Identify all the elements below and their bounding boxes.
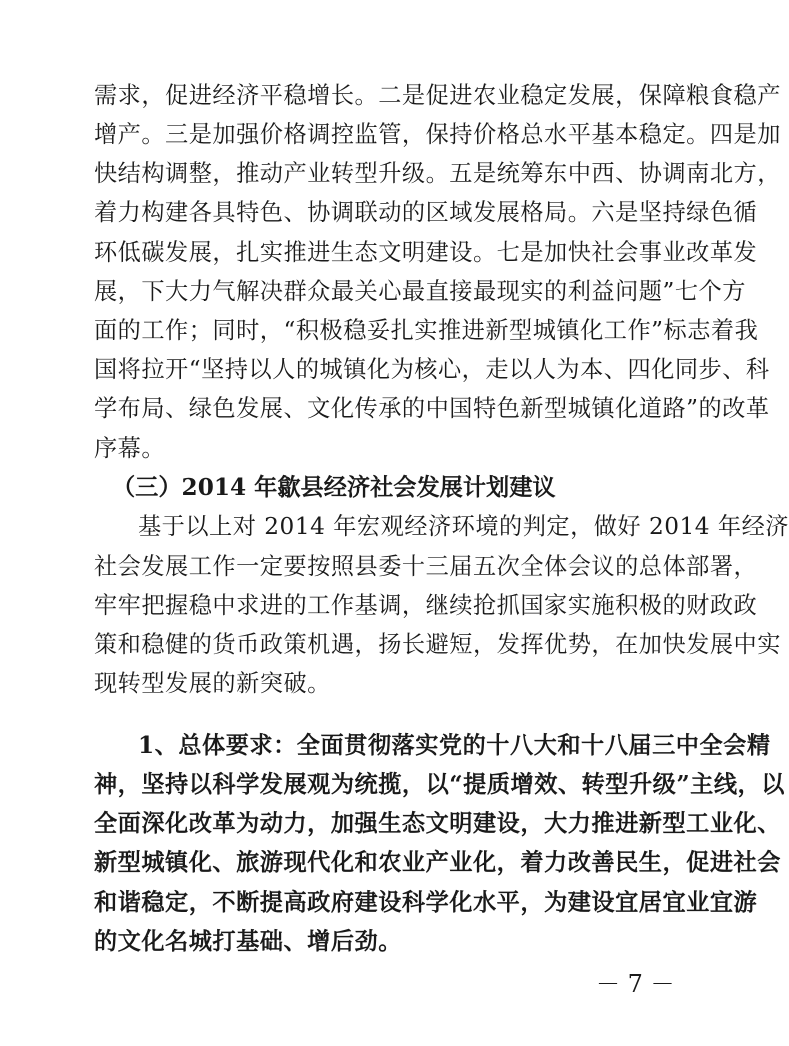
body-text-line: 牢牢把握稳中求进的工作基调，继续抢抓国家实施积极的财政政 (94, 592, 758, 619)
body-text-line: 需求，促进经济平稳增长。二是促进农业稳定发展，保障粮食稳产 (94, 82, 781, 109)
body-text-line: 序幕。 (94, 435, 166, 462)
body-text-line-bold: 的文化名城打基础、增后劲。 (94, 928, 402, 955)
body-text-line: 国将拉开“坚持以人的城镇化为核心，走以人为本、四化同步、科 (94, 356, 770, 383)
body-text-line: 着力构建各具特色、协调联动的区域发展格局。六是坚持绿色循 (94, 199, 758, 226)
body-text-line: 学布局、绿色发展、文化传承的中国特色新型城镇化道路”的改革 (94, 395, 770, 422)
body-text-line-bold: 和谐稳定，不断提高政府建设科学化水平，为建设宜居宜业宜游 (94, 889, 758, 916)
body-text-line: 快结构调整，推动产业转型升级。五是统筹东中西、协调南北方， (94, 160, 781, 187)
body-text-line-bold: 全面深化改革为动力，加强生态文明建设，大力推进新型工业化、 (94, 810, 781, 837)
body-text-line: 现转型发展的新突破。 (94, 670, 331, 697)
body-text-line: 展，下大力气解决群众最关心最直接最现实的利益问题”七个方 (94, 278, 746, 305)
body-text-line-bold: 新型城镇化、旅游现代化和农业产业化，着力改善民生，促进社会 (94, 849, 781, 876)
body-text-line: 增产。三是加强价格调控监管，保持价格总水平基本稳定。四是加 (94, 121, 781, 148)
section-heading: （三）2014 年歙县经济社会发展计划建议 (112, 474, 556, 501)
body-text-line: 基于以上对 2014 年宏观经济环境的判定，做好 2014 年经济 (138, 513, 789, 540)
page-number: － 7 － (596, 970, 675, 998)
body-text-line: 环低碳发展，扎实推进生态文明建设。七是加快社会事业改革发 (94, 239, 758, 266)
body-text-line: 面的工作；同时，“积极稳妥扎实推进新型城镇化工作”标志着我 (94, 317, 759, 344)
body-text-line-bold: 神，坚持以科学发展观为统揽，以“提质增效、转型升级”主线，以 (94, 771, 785, 798)
body-text-line-bold: 1、总体要求：全面贯彻落实党的十八大和十八届三中全会精 (138, 732, 771, 759)
body-text-line: 策和稳健的货币政策机遇，扬长避短，发挥优势，在加快发展中实 (94, 631, 781, 658)
body-text-line: 社会发展工作一定要按照县委十三届五次全体会议的总体部署， (94, 553, 758, 580)
